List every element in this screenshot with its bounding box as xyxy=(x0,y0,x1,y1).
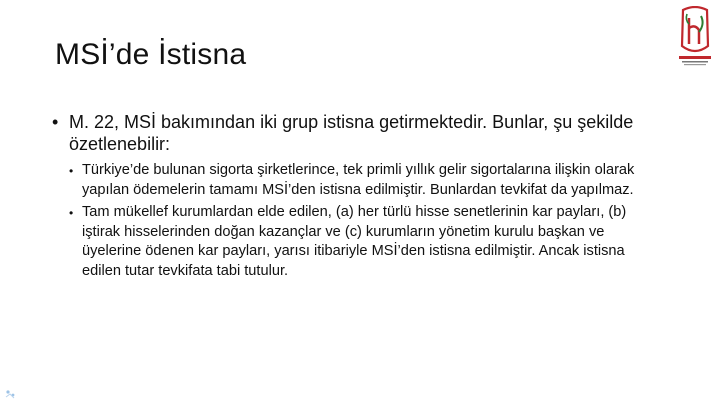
sub-bullet xyxy=(69,161,664,200)
bullet-icon: • xyxy=(69,164,74,178)
slide-title: MSİ’de İstisna xyxy=(55,38,247,71)
university-logo-icon xyxy=(675,6,715,70)
sub-bullet-text: Tam mükellef kurumlardan elde edilen, (a) her türlü hisse senetlerinin kar payları, (b) iştirak hisselerinden doğan kazançlar ve (c) kurumların yönetim kurulu başkan ve üyelerine ödenen kar payları, yarısı itibariyle MSİ’den istisna edilmiştir. Ancak istisna edilen tutar tevkifata tabi tutulur. xyxy=(82,204,627,279)
bullet-level1 xyxy=(52,111,664,155)
bullet-icon: • xyxy=(52,112,59,132)
bullet-text: M. 22, MSİ bakımından iki grup istisna getirmektedir. Bunlar, şu şekilde özetlenebilir: xyxy=(69,112,634,154)
bullet-icon: • xyxy=(69,206,74,220)
sub-bullet-list xyxy=(69,161,664,281)
sub-bullet xyxy=(69,203,664,281)
sub-bullet-text: Türkiye’de bulunan sigorta şirketlerince, tek primli yıllık gelir sigortalarına ilişkin olarak yapılan ödemelerin tamamı MSİ’den istisna edilmiştir. Bunlardan tevkifat da yapılmaz. xyxy=(82,162,635,198)
slide-nav-icon[interactable] xyxy=(4,386,18,400)
slide-body xyxy=(52,111,664,284)
